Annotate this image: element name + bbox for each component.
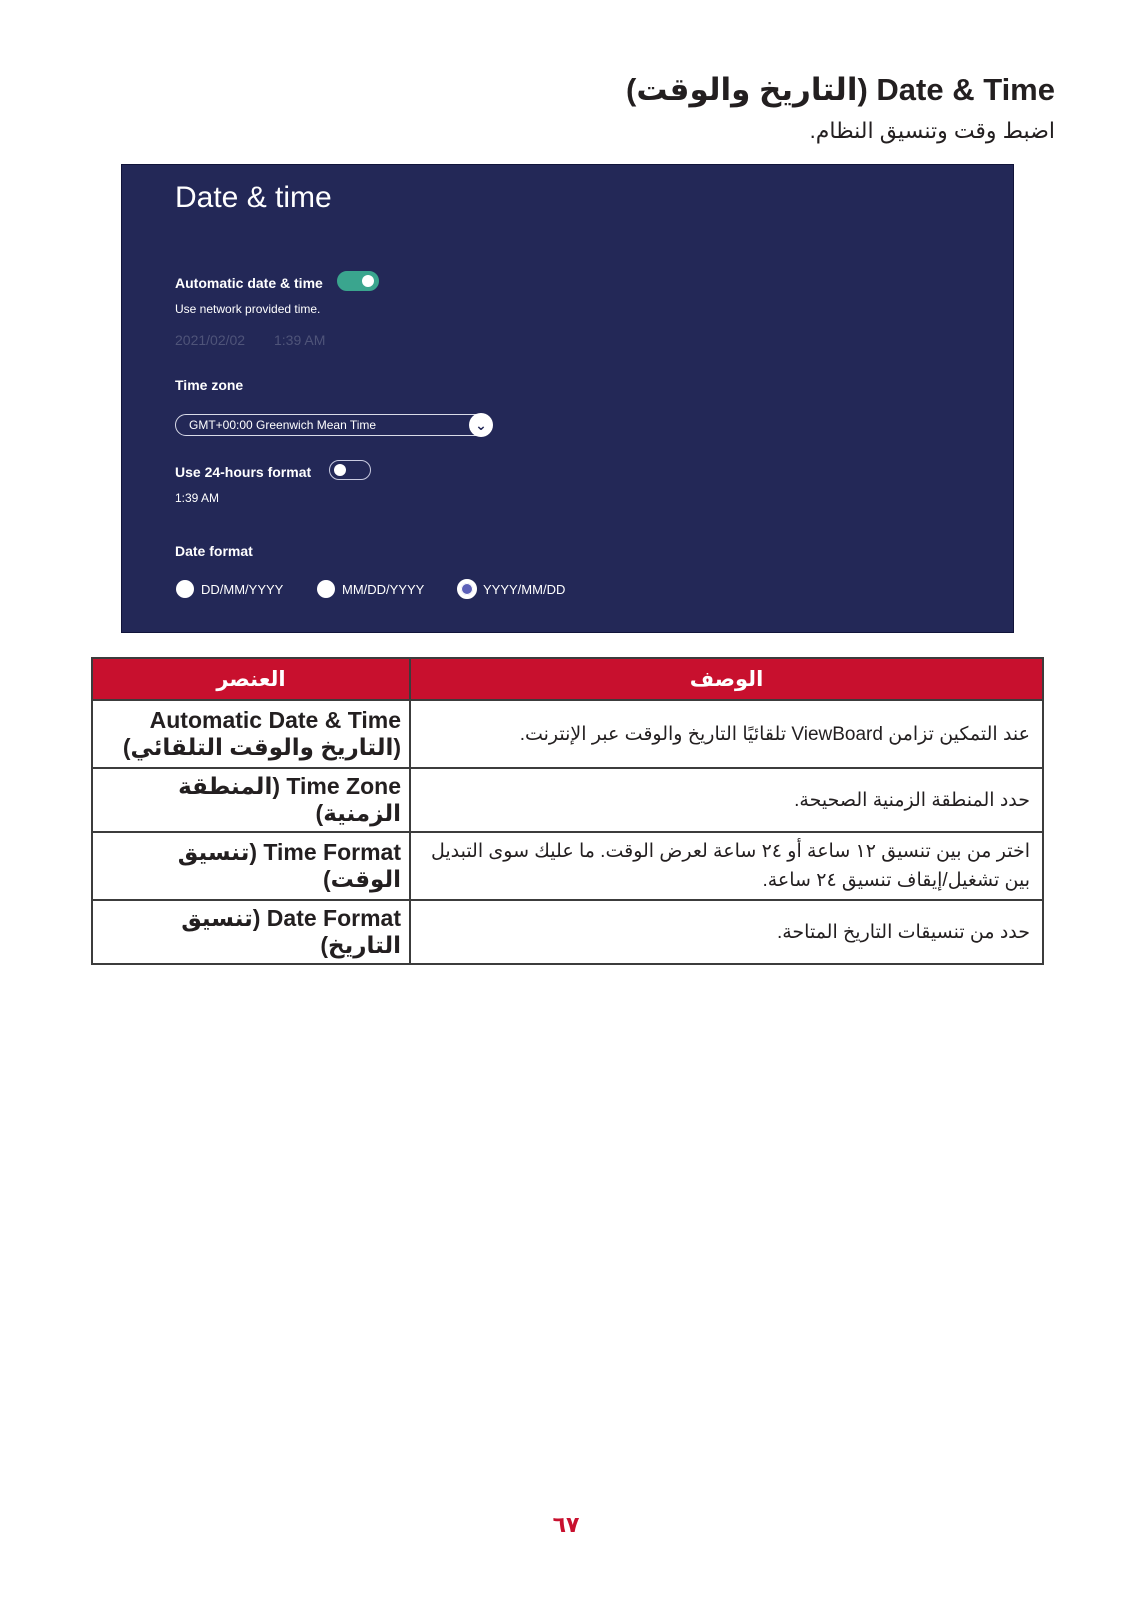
row-element: Time Zone (المنطقة الزمنية)	[92, 768, 410, 832]
row-description: حدد من تنسيقات التاريخ المتاحة.	[410, 900, 1043, 964]
radio-yyyy-mm-dd[interactable]	[457, 579, 477, 599]
current-time: 1:39 AM	[274, 332, 326, 348]
table-row	[92, 768, 1043, 832]
date-format-label: Date format	[175, 543, 253, 559]
current-date: 2021/02/02	[175, 332, 246, 348]
table-row	[92, 700, 1043, 768]
radio-label: DD/MM/YYYY	[201, 582, 284, 597]
preview-time: 1:39 AM	[175, 491, 220, 505]
radio-label: YYYY/MM/DD	[483, 582, 566, 597]
row-element: Automatic Date & Time (التاريخ والوقت التلقائي)	[92, 700, 410, 768]
time-zone-select[interactable]	[175, 414, 492, 436]
automatic-description: Use network provided time.	[175, 302, 321, 316]
radio-dd-mm-yyyy[interactable]	[176, 580, 194, 598]
description-table	[91, 657, 1044, 965]
header-description: الوصف	[410, 658, 1043, 700]
toggle-knob	[334, 464, 346, 476]
table-row	[92, 832, 1043, 900]
settings-screenshot	[121, 164, 1014, 633]
automatic-date-time-toggle[interactable]	[337, 271, 379, 291]
table-row	[92, 900, 1043, 964]
page-subheading: اضبط وقت وتنسيق النظام.	[809, 118, 1055, 143]
radio-label: MM/DD/YYYY	[342, 582, 425, 597]
use-24-hours-toggle[interactable]	[329, 460, 371, 480]
chevron-down-icon[interactable]: ⌄	[469, 413, 493, 437]
header-element: العنصر	[92, 658, 410, 700]
automatic-date-time-label: Automatic date & time	[175, 275, 323, 291]
row-element: Date Format (تنسيق التاريخ)	[92, 900, 410, 964]
time-zone-label: Time zone	[175, 377, 244, 393]
page-heading: Date & Time (التاريخ والوقت)	[626, 72, 1055, 107]
time-zone-value: GMT+00:00 Greenwich Mean Time	[189, 418, 377, 432]
page-number: ٦٧	[552, 1512, 580, 1537]
row-element: Time Format (تنسيق الوقت)	[92, 832, 410, 900]
table-header-row	[92, 658, 1043, 700]
row-description: اختر من بين تنسيق ١٢ ساعة أو ٢٤ ساعة لعرض الوقت. ما عليك سوى التبديل بين تشغيل/إيقاف تنسيق ٢٤ ساعة.	[410, 832, 1043, 900]
radio-mm-dd-yyyy[interactable]	[317, 580, 335, 598]
row-description: حدد المنطقة الزمنية الصحيحة.	[410, 768, 1043, 832]
screen-title: Date & time	[175, 181, 332, 214]
row-description: عند التمكين تزامن ViewBoard تلقائيًا التاريخ والوقت عبر الإنترنت.	[410, 700, 1043, 768]
toggle-knob	[362, 275, 374, 287]
use-24-hours-label: Use 24-hours format	[175, 464, 312, 480]
